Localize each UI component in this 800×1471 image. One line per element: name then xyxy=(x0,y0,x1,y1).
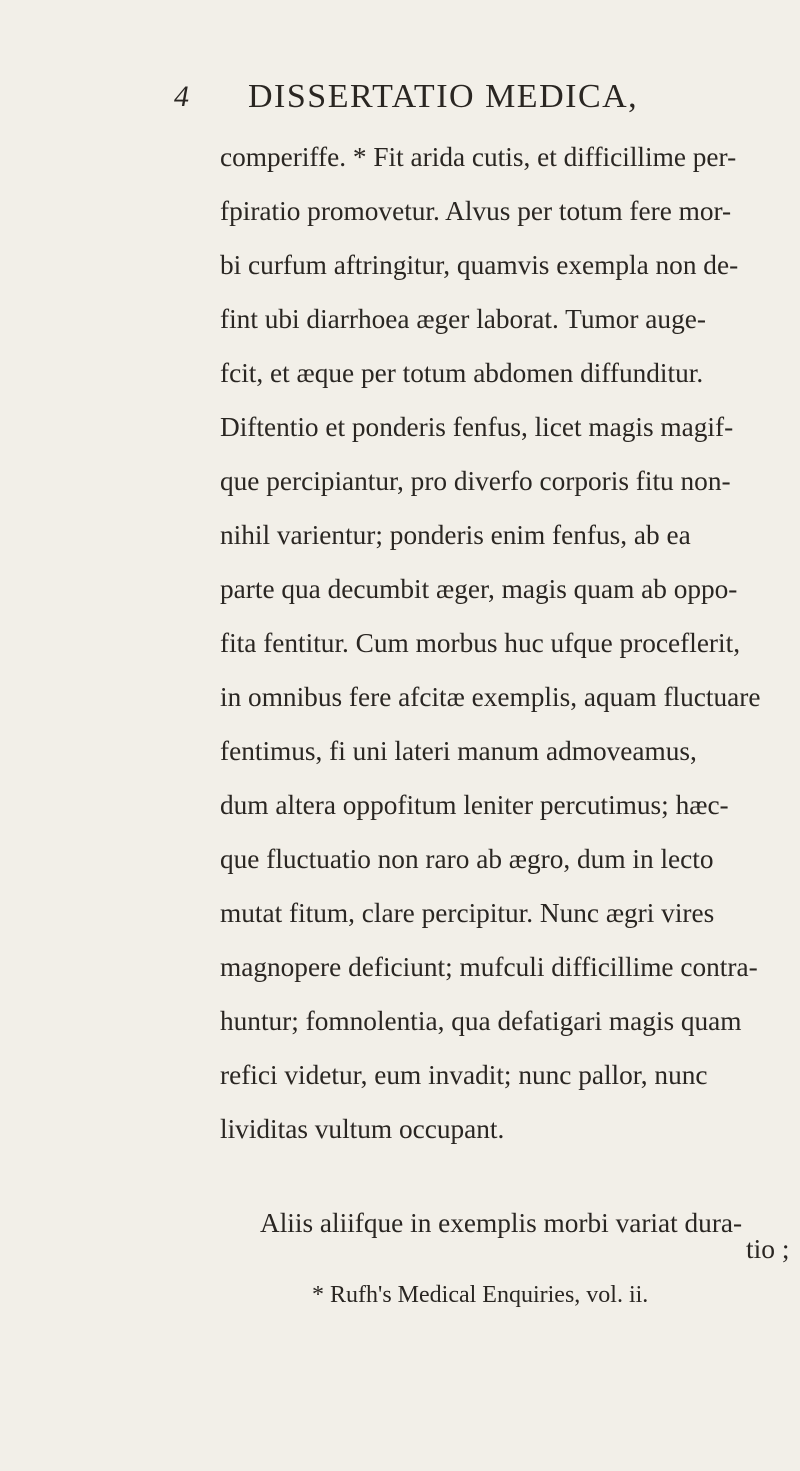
text-line: fpiratio promovetur. Alvus per totum fere mor- xyxy=(220,196,732,226)
text-line: magnopere deficiunt; mufculi difficillime contra- xyxy=(220,952,758,982)
text-line: huntur; fomnolentia, qua defatigari magis quam xyxy=(220,1006,742,1036)
text-line: que fluctuatio non raro ab ægro, dum in lecto xyxy=(220,844,714,874)
text-line: fentimus, fi uni lateri manum admoveamus, xyxy=(220,736,697,766)
text-line: que percipiantur, pro diverfo corporis fitu non- xyxy=(220,466,731,496)
text-line: refici videtur, eum invadit; nunc pallor, nunc xyxy=(220,1060,708,1090)
running-head: DISSERTATIO MEDICA, xyxy=(248,78,639,115)
text-line: dum altera oppofitum leniter percutimus; hæc- xyxy=(220,790,729,820)
body-text xyxy=(220,130,800,1250)
text-line: mutat fitum, clare percipitur. Nunc ægri vires xyxy=(220,898,715,928)
paragraph-gap xyxy=(220,1156,800,1196)
text-line: nihil varientur; ponderis enim fenfus, ab ea xyxy=(220,520,691,550)
text-line: parte qua decumbit æger, magis quam ab oppo- xyxy=(220,574,738,604)
text-line: Aliis aliifque in exemplis morbi variat dura- xyxy=(260,1208,743,1238)
page-number: 4 xyxy=(174,80,189,113)
text-line: Diftentio et ponderis fenfus, licet magis magif- xyxy=(220,412,734,442)
text-line: fita fentitur. Cum morbus huc ufque proceflerit, xyxy=(220,628,741,658)
footnote: * Rufh's Medical Enquiries, vol. ii. xyxy=(312,1282,649,1308)
catchword: tio ; xyxy=(746,1233,790,1264)
text-line: fcit, et æque per totum abdomen diffunditur. xyxy=(220,358,704,388)
text-line: bi curfum aftringitur, quamvis exempla non de- xyxy=(220,250,739,280)
text-line: fint ubi diarrhoea æger laborat. Tumor auge- xyxy=(220,304,706,334)
text-line: in omnibus fere afcitæ exemplis, aquam fluctuare xyxy=(220,682,761,712)
text-line: lividitas vultum occupant. xyxy=(220,1114,505,1144)
text-line: comperiffe. * Fit arida cutis, et difficillime per- xyxy=(220,142,737,172)
